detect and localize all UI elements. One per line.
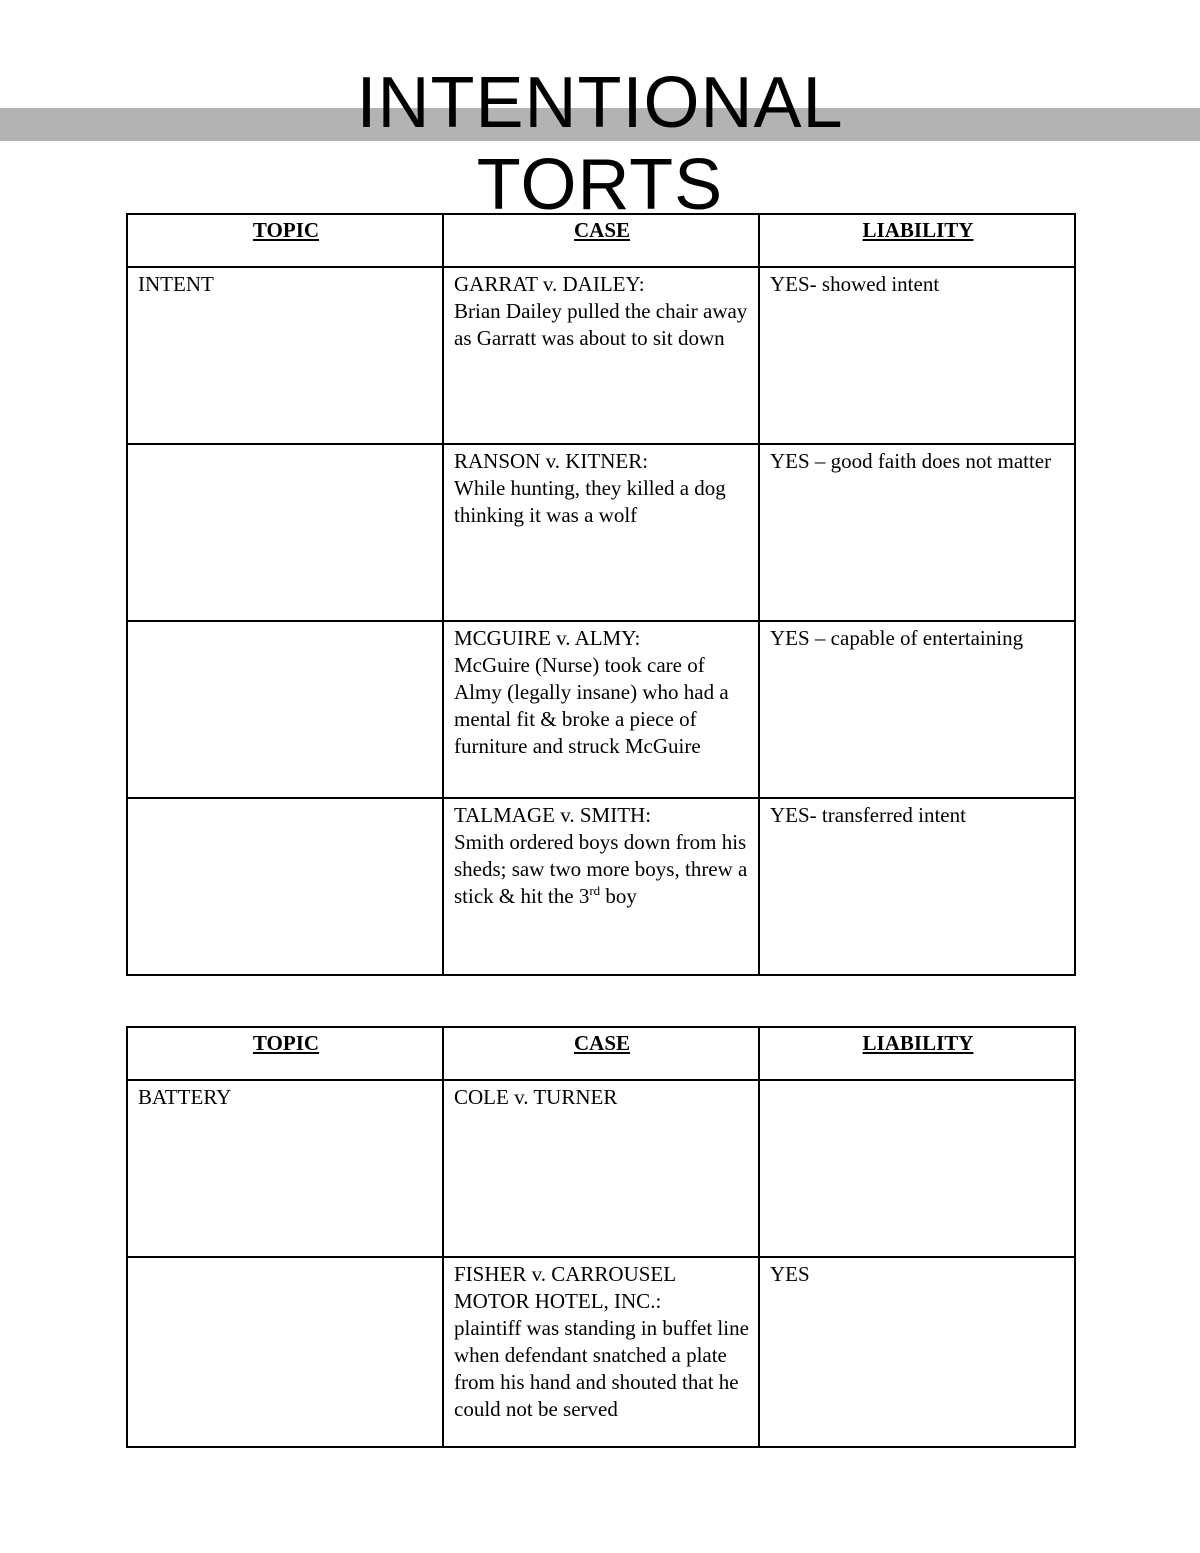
header-liability: LIABILITY bbox=[759, 1027, 1075, 1080]
case-cell bbox=[443, 267, 759, 444]
topic-cell bbox=[127, 798, 443, 975]
case-name: MCGUIRE v. ALMY: bbox=[454, 626, 641, 650]
table-row bbox=[127, 798, 1075, 975]
case-description: plaintiff was standing in buffet line when defendant snatched a plate from his hand and shouted that he could not be served bbox=[454, 1316, 749, 1421]
table-header-row bbox=[127, 214, 1075, 267]
case-cell bbox=[443, 1257, 759, 1447]
header-topic: TOPIC bbox=[127, 214, 443, 267]
case-name: TALMAGE v. SMITH: bbox=[454, 803, 652, 827]
table-row bbox=[127, 1080, 1075, 1257]
header-liability: LIABILITY bbox=[759, 214, 1075, 267]
case-name: FISHER v. CARROUSEL MOTOR HOTEL, INC.: bbox=[454, 1262, 676, 1313]
liability-cell bbox=[759, 1080, 1075, 1257]
topic-cell bbox=[127, 444, 443, 621]
table-row bbox=[127, 267, 1075, 444]
case-cell bbox=[443, 798, 759, 975]
liability-cell: YES- showed intent bbox=[759, 267, 1075, 444]
case-description-text: Smith ordered boys down from his sheds; saw two more boys, threw a stick & hit the 3 bbox=[454, 830, 748, 908]
table-header-row bbox=[127, 1027, 1075, 1080]
case-name: COLE v. TURNER bbox=[454, 1085, 618, 1109]
case-description bbox=[454, 829, 750, 910]
case-description: Brian Dailey pulled the chair away as Garratt was about to sit down bbox=[454, 299, 748, 350]
case-name: RANSON v. KITNER: bbox=[454, 449, 649, 473]
case-name: GARRAT v. DAILEY: bbox=[454, 272, 645, 296]
table-row bbox=[127, 1257, 1075, 1447]
table-row bbox=[127, 444, 1075, 621]
header-case: CASE bbox=[443, 214, 759, 267]
liability-cell: YES – good faith does not matter bbox=[759, 444, 1075, 621]
topic-cell: INTENT bbox=[127, 267, 443, 444]
intent-table bbox=[126, 213, 1076, 976]
header-topic: TOPIC bbox=[127, 1027, 443, 1080]
topic-cell: BATTERY bbox=[127, 1080, 443, 1257]
case-cell bbox=[443, 1080, 759, 1257]
page-title: INTENTIONAL TORTS bbox=[356, 63, 844, 225]
case-description: McGuire (Nurse) took care of Almy (legally insane) who had a mental fit & broke a piece of furniture and struck McGuire bbox=[454, 653, 729, 758]
header-case: CASE bbox=[443, 1027, 759, 1080]
liability-cell: YES – capable of entertaining bbox=[759, 621, 1075, 798]
ordinal-superscript: rd bbox=[589, 883, 601, 898]
battery-table bbox=[126, 1026, 1076, 1448]
topic-cell bbox=[127, 1257, 443, 1447]
liability-cell: YES bbox=[759, 1257, 1075, 1447]
liability-cell: YES- transferred intent bbox=[759, 798, 1075, 975]
title-container bbox=[300, 62, 900, 225]
case-cell bbox=[443, 621, 759, 798]
case-description: While hunting, they killed a dog thinking it was a wolf bbox=[454, 476, 726, 527]
table-row bbox=[127, 621, 1075, 798]
case-description-end: boy bbox=[600, 884, 637, 908]
case-cell bbox=[443, 444, 759, 621]
topic-cell bbox=[127, 621, 443, 798]
